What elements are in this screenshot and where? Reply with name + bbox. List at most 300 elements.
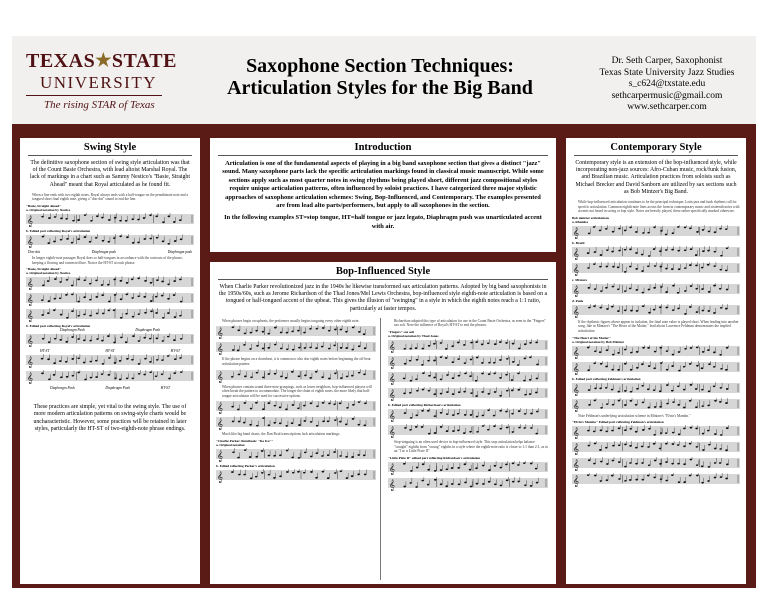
note-head [274,344,277,346]
note-head [113,279,116,281]
note-head [304,374,307,376]
note-head [125,294,128,296]
note-head [517,372,520,374]
note-head [345,456,348,458]
clef-icon: 𝄞 [573,444,579,456]
note-head [463,432,466,434]
note-head [707,249,710,251]
note-head [262,348,265,350]
note-head [255,330,258,332]
note-head [286,349,289,351]
note-head [173,221,176,223]
note-head [358,346,361,348]
note-head [250,408,253,410]
note-head [587,369,590,371]
note-head [720,387,723,389]
annotation: Diaphragm Push [60,328,85,333]
note-head [683,406,686,408]
note-head [280,375,283,377]
note-head [524,343,527,345]
clef-icon: 𝄞 [27,295,33,307]
music-staff [572,361,740,375]
note-head [488,362,491,364]
note-head [244,333,247,335]
note-head [132,378,135,380]
note-head [60,239,63,241]
note-head [606,480,609,482]
rhythm-label: b. Brazil [572,240,585,245]
note-head [334,329,337,331]
music-staff [572,425,740,439]
annotation: HT-ST [105,349,115,354]
note-head [594,399,597,401]
note-head [415,486,418,488]
note-head [352,404,355,406]
note-head [617,390,620,392]
note-head [684,267,687,269]
note-head [689,363,692,365]
note-head [636,351,639,353]
note-head [137,278,140,280]
note-head [256,371,259,373]
note-head [494,465,497,467]
note-head [352,327,355,329]
note-head [310,421,313,423]
note-head [102,363,105,365]
note-head [695,254,698,256]
note-head [315,348,318,350]
note-head [120,299,123,301]
note-head [256,345,259,347]
note-head [606,349,609,351]
note-head [48,379,51,381]
note-head [624,290,627,292]
note-head [672,432,675,434]
note-head [440,393,443,395]
note-head [433,343,436,345]
clef-icon: 𝄞 [27,237,33,248]
note-head [635,479,638,481]
note-head [403,463,406,465]
note-head [238,421,241,423]
note-head [114,294,117,296]
heading-rule [218,279,548,280]
note-head [321,376,324,378]
note-head [279,423,282,425]
note-head [71,358,74,360]
note-head [108,374,111,376]
note-head [506,479,509,481]
note-head [77,301,80,303]
note-head [316,406,319,408]
note-head [144,358,147,360]
note-head [517,480,520,482]
note-head [605,431,608,433]
note-head [641,253,644,255]
note-head [630,351,633,353]
note-head [642,429,645,431]
note-head [334,372,337,374]
note-head [89,283,92,285]
note-head [469,469,472,471]
clef-icon: 𝄞 [27,336,33,348]
note-head [66,317,69,319]
swing-outro: These practices are simple, yet vital to the swing style. The use of more modern articulation patterns on swing-style charts would be uncharacteristic. However, some practices will be retained in later styles, particularly the HT-ST of two-eighth-note phrase endings. [33,404,187,432]
note-head [475,380,478,382]
clef-icon: 𝄞 [389,479,395,491]
note-head [346,477,349,479]
note-head [594,251,597,253]
note-head [255,476,258,478]
note-head [303,472,306,474]
note-head [339,455,342,457]
note-head [714,448,717,450]
note-head [696,231,699,233]
note-head [600,430,603,432]
note-head [440,342,443,344]
note-head [125,342,128,344]
note-head [345,331,348,333]
note-head [65,294,68,296]
note-head [517,364,520,366]
note-head [77,358,80,360]
note-head [481,373,484,375]
author-email-1: s_c624@txstate.edu [628,79,706,89]
clef-icon: 𝄞 [217,344,223,356]
note-head [499,410,502,412]
note-head [708,363,711,365]
note-head [677,226,680,228]
swing-panel [20,138,200,584]
note-head [624,271,627,273]
note-head [707,264,710,266]
annotation: Diaphragm push [91,250,116,254]
note-head [636,387,639,389]
note-head [481,344,484,346]
note-head [119,379,122,381]
note-head [54,216,57,218]
note-head [702,449,705,451]
note-head [605,228,608,230]
contemporary-panel [566,138,746,584]
note-head [250,477,253,479]
note-head [600,461,603,463]
note-head [475,341,478,343]
note-head [457,358,460,360]
clef-icon: 𝄞 [27,216,33,227]
note-head [304,451,307,453]
note-head [726,247,729,249]
note-head [113,309,116,311]
note-head [653,309,656,311]
note-head [358,331,361,333]
bop-bullet-4: Much like big band charts, the Dan Boul transcriptions lack articulation markings. [222,432,341,437]
note-head [689,227,692,229]
note-head [605,387,608,389]
note-head [624,480,627,482]
note-head [452,377,455,379]
note-head [666,350,669,352]
note-head [482,464,485,466]
swing-intro: The definitive saxophone section of swing style articulation was that of the Count Basie Orchestra, with lead altoist Marshal Royal. The lack of markings in a chart such as Sammy Nestico's "Basie, Straight Ahead" meant that Royal articulated as he found fit. [30,160,190,188]
note-head [713,265,716,267]
title-line-1: Saxophone Section Techniques: [246,55,514,77]
note-head [421,479,424,481]
note-head [654,265,657,267]
note-head [512,462,515,464]
note-head [629,265,632,267]
note-head [488,469,491,471]
note-head [421,364,424,366]
note-head [536,378,539,380]
note-head [648,406,651,408]
annotation: Diaphragm Push [105,386,130,391]
note-head [286,450,289,452]
note-head [132,316,135,318]
note-head [529,356,532,358]
note-head [339,403,342,405]
note-head [470,342,473,344]
music-staff [216,369,376,383]
note-head [672,353,675,355]
note-head [648,365,651,367]
note-head [150,282,153,284]
note-head [588,460,591,462]
music-staff [26,292,194,306]
note-head [285,409,288,411]
note-head [677,444,680,446]
note-head [346,375,349,377]
note-head [174,359,177,361]
note-head [167,336,170,338]
note-head [90,377,93,379]
bop-bullet-2: If the phrase begins on a downbeat, it is common to also slur eighth notes before beginning the off-beat articulation pattern. [222,357,371,366]
note-head [653,477,656,479]
note-head [487,429,490,431]
music-staff [572,262,740,276]
note-head [322,471,325,473]
clef-icon: 𝄞 [573,400,579,412]
note-head [421,426,424,428]
note-head [476,357,479,359]
note-head [364,474,367,476]
note-head [701,405,704,407]
note-head [333,404,336,406]
note-head [428,390,431,392]
note-head [505,374,508,376]
clef-icon: 𝄞 [389,374,395,385]
heading-rule [574,155,738,156]
note-head [96,338,99,340]
note-head [660,230,663,232]
swing-caption-3: "Basie, Straight Ahead" [26,267,62,272]
note-head [606,463,609,465]
note-head [262,409,265,411]
note-head [677,250,680,252]
note-head [421,410,424,412]
note-head [505,411,508,413]
note-head [469,375,472,377]
note-head [126,236,129,238]
note-head [255,456,258,458]
note-head [274,405,277,407]
note-head [113,342,116,344]
note-head [647,475,650,477]
note-head [445,348,448,350]
music-staff [26,370,194,384]
note-head [725,478,728,480]
note-head [726,388,729,390]
note-head [83,297,86,299]
note-head [433,377,436,379]
note-head [41,216,44,218]
note-head [156,359,159,361]
note-head [678,481,681,483]
note-head [617,310,620,312]
note-head [107,284,110,286]
note-head [624,430,627,432]
note-head [291,457,294,459]
note-head [446,391,449,393]
note-head [309,377,312,379]
note-head [665,443,668,445]
note-head [518,348,521,350]
note-head [161,374,164,376]
note-head [642,346,645,348]
note-head [249,424,252,426]
note-head [499,341,502,343]
note-head [41,314,44,316]
note-head [593,463,596,465]
note-head [600,290,603,292]
note-head [635,268,638,270]
clef-icon: 𝄞 [27,279,33,291]
note-head [41,358,44,360]
music-staff [388,424,548,438]
note-head [606,403,609,405]
note-head [493,373,496,375]
note-head [725,450,728,452]
note-head [600,362,603,364]
note-head [653,443,656,445]
heading-rule [218,155,548,156]
note-head [726,464,729,466]
note-head [89,315,92,317]
note-head [71,285,74,287]
note-head [243,422,246,424]
clef-icon: 𝄞 [573,285,579,297]
note-head [357,454,360,456]
note-head [415,378,418,380]
note-head [155,215,158,217]
author-block [592,56,742,114]
note-head [433,393,436,395]
note-head [523,380,526,382]
note-head [244,449,247,451]
note-head [440,483,443,485]
note-head [451,345,454,347]
note-head [512,343,515,345]
swing-caption-2: b. Edited part reflecting Royal's articulation [26,229,91,233]
note-head [310,403,313,405]
intro-paragraph-1: Articulation is one of the fundamental aspects of playing in a big band saxophone section that gives a distinct "jazz" sound. Many saxophone parts lack the specific articulation markings found in classical music manuscript. While some sections apply such as most quarter notes in swing rhythms being played short, different jazz compositional styles require unique articulation patterns, often influenced by soloist practices. I have categorized three major stylistic approaches of saxophone articulation schemes: Swing, Bop-Influenced, and Contemporary. The examples presented are from lead alto parts/performers, but apply to all saxophones in the section. [222,160,544,210]
contemporary-bullet-1: While bop-influenced articulation continues to be the principal technique, Latin jazz and funk rhythms call for specific articulation. Common eighth-note lines across the form in contemporary music and sixteenth notes with accents not heard in swing or bop style. Notes are heavily played, these rather specifically marked otherwise. [578,200,740,214]
note-head [440,378,443,380]
bop-heading: Bop-Influenced Style [335,266,431,277]
clef-icon: 𝄞 [573,264,579,276]
contemporary-bullet-2: If the rhythmic figures above appear in isolation, the final note value is played short. When leading into another song, like in Mintzer's "The Heart of the Matter," lead altoist Lawrence Feldman demonstrates the implied articulation. [578,319,739,333]
note-head [363,373,366,375]
note-head [297,471,300,473]
note-head [671,474,674,476]
note-head [60,218,63,220]
note-head [292,349,295,351]
note-head [83,362,86,364]
note-head [144,280,147,282]
note-head [428,345,431,347]
note-head [611,368,614,370]
note-head [180,238,183,240]
note-head [535,392,538,394]
note-head [476,482,479,484]
note-head [475,395,478,397]
note-head [707,430,710,432]
note-head [665,306,668,308]
intro-panel [210,138,556,252]
note-head [599,307,602,309]
note-head [316,425,319,427]
note-head [173,294,176,296]
note-head [488,393,491,395]
note-head [635,431,638,433]
note-head [511,431,514,433]
note-head [695,388,698,390]
note-head [416,359,419,361]
music-staff [572,345,740,359]
note-head [125,313,128,315]
music-staff [216,400,376,414]
clef-icon: 𝄞 [389,390,395,401]
note-head [659,346,662,348]
note-head [636,310,639,312]
note-head [285,425,288,427]
note-head [403,485,406,487]
note-head [487,409,490,411]
note-head [536,482,539,484]
note-head [179,219,182,221]
author-website: www.sethcarper.com [627,102,707,112]
note-head [648,255,651,257]
note-head [95,296,98,298]
note-head [113,237,116,239]
note-head [274,372,277,374]
clef-icon: 𝄞 [573,428,579,440]
note-head [440,412,443,414]
note-head [422,389,425,391]
note-head [434,470,437,472]
note-head [167,298,170,300]
note-head [677,403,680,405]
note-head [720,307,723,309]
note-head [173,373,176,375]
note-head [464,414,467,416]
note-head [327,454,330,456]
note-head [713,312,716,314]
note-head [89,299,92,301]
note-head [409,429,412,431]
note-head [132,242,135,244]
note-head [618,461,621,463]
